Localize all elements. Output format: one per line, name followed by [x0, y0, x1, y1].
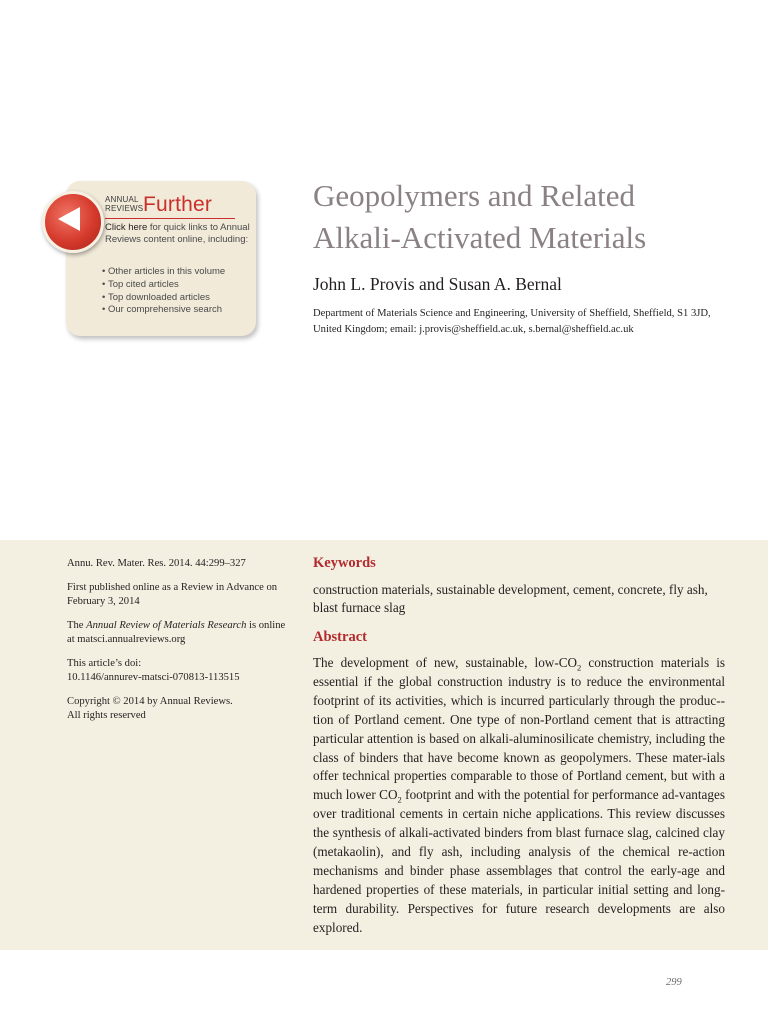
further-title: Further — [143, 193, 213, 216]
annual-reviews-logo: ANNUAL REVIEWS — [105, 195, 144, 213]
article-title — [313, 175, 743, 259]
further-divider — [105, 218, 235, 219]
doi-link[interactable]: 10.1146/annurev-matsci-070813-113515 — [67, 672, 240, 683]
further-description: Click here for quick links to Annual Reviews content online, including: — [105, 222, 250, 246]
citation: Annu. Rev. Mater. Res. 2014. 44:299–327 — [67, 558, 246, 569]
copyright: Copyright © 2014 by Annual Reviews. All rights reserved — [67, 695, 233, 721]
abstract-text: The development of new, sustainable, low-$CO_2$ construction materials is essential if the global construction industry is to reduce the environmental footprint of its activities, which is incurred particularly through the produc-tion of Portland cement. One type of non-Portland cement that is attracting particular attention is based on alkali-aluminosilicate chemistry, including the class of binders that have become known as geopolymers. These mater-ials offer technical properties comparable to those of Portland cement, but with a much lower $CO_2$ footprint and with the potential for performance ad-vantages over traditional cements in certain niche applications. This review discusses the synthesis of alkali-activated binders from blast furnace slag, calcined clay (metakaolin), and fly ash, including analysis of the chemical re-action mechanisms and binder phase assemblages that control the early-age and hardened properties of these materials, in particular initial setting and long-term durability. Perspectives for future research developments are also explored. — [313, 655, 725, 935]
further-item-search[interactable]: • Our comprehensive search — [102, 304, 252, 317]
doi-block — [67, 657, 292, 686]
click-here-link[interactable]: Click here — [105, 222, 148, 233]
abstract-heading: Abstract — [313, 629, 367, 645]
article-metadata — [67, 557, 292, 733]
further-link-button[interactable] — [42, 191, 104, 253]
title-line-2: Alkali-Activated Materials — [313, 220, 647, 255]
arrow-left-icon — [54, 204, 84, 234]
further-item-top-downloaded[interactable]: • Top downloaded articles — [102, 292, 252, 305]
journal-name: Annual Review of Materials Research — [86, 619, 247, 631]
further-item-top-cited[interactable]: • Top cited articles — [102, 279, 252, 292]
page-number: 299 — [666, 977, 682, 988]
further-item-other-articles[interactable]: • Other articles in this volume — [102, 266, 252, 279]
keywords-text: construction materials, sustainable development, cement, concrete, fly ash, blast furnace slag — [313, 582, 708, 615]
author-affiliation: Department of Materials Science and Engineering, University of Sheffield, Sheffield, S1 3JD, United Kingdom; email: j.provis@sheffield.ac.uk, s.bernal@sheffield.ac.uk — [313, 308, 711, 335]
journal-online-note: The Annual Review of Materials Research is online at matsci.annualreviews.org — [67, 619, 286, 645]
keywords-heading: Keywords — [313, 555, 376, 571]
first-published: First published online as a Review in Advance on February 3, 2014 — [67, 581, 278, 607]
further-links-list — [102, 266, 252, 317]
article-authors: John L. Provis and Susan A. Bernal — [313, 274, 562, 294]
doi-label: This article’s doi: — [67, 657, 142, 669]
title-line-1: Geopolymers and Related — [313, 178, 635, 213]
